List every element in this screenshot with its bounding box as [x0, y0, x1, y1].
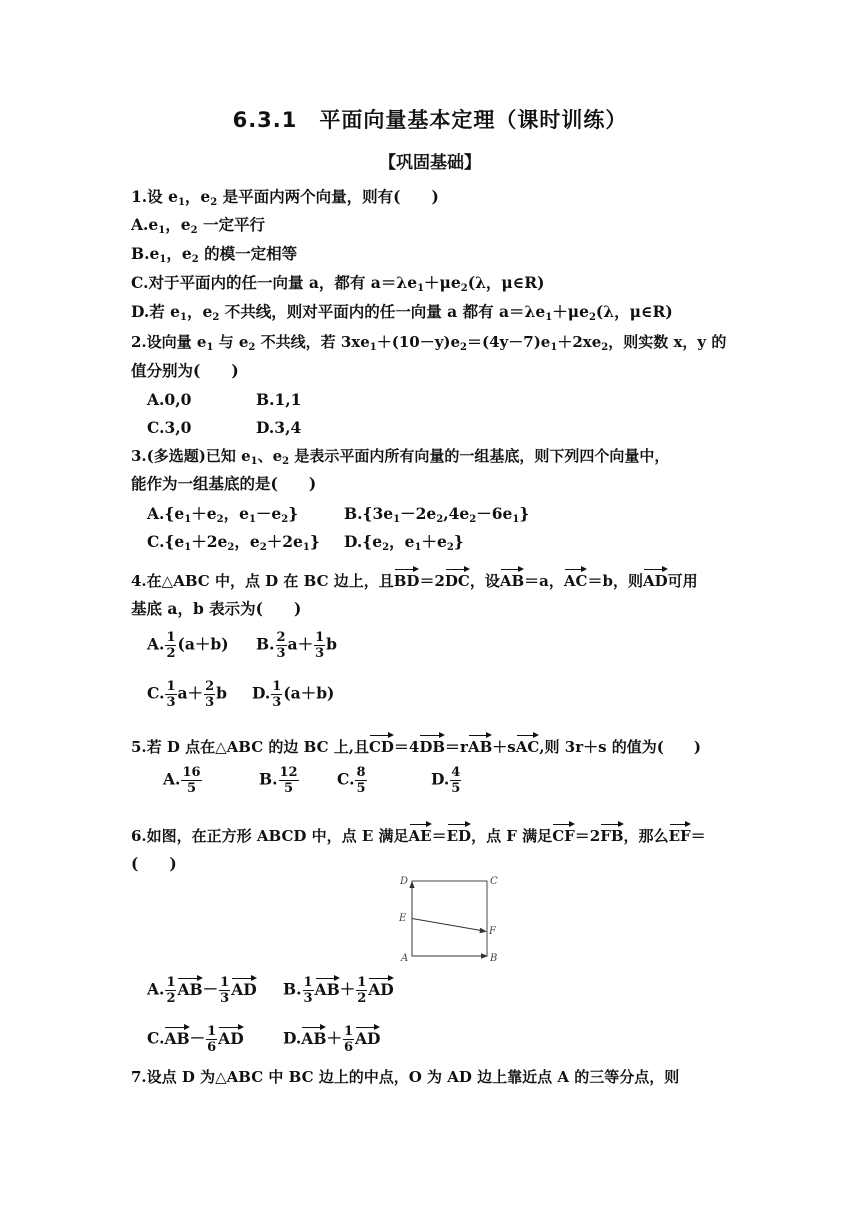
q5-option-c: C. $\frac{8}{5}$: [337, 765, 366, 796]
square-abcd-figure: [392, 872, 504, 964]
q1-option-c: C.对于平面内的任一向量 a，都有 $a=\lambda e_1+\mu e_2(\lambda$，μ∈R): [131, 273, 545, 294]
q1-option-d: D.若 $e_1$，$e_2$ 不共线，则对平面内的任一向量 a 都有 $a=\lambda e_1+\mu e_2(\lambda$，μ∈R): [131, 302, 673, 323]
q3-option-d: $D.\{e_2$，$e_1+e_2$}: [344, 532, 464, 553]
q2-option-d: D.3,4: [256, 418, 302, 437]
q5-stem: 5.若 D 点在△ABC 的边 BC 上,且CD＝4DB＝rAB＋sAC,则 3r＋s 的值为( ): [131, 734, 701, 758]
vector-ef: EF: [669, 823, 691, 847]
q7-stem: 7.设点 D 为△ABC 中 BC 边上的中点，O 为 AD 边上靠近点 A 的三等分点，则: [131, 1068, 680, 1086]
q3-option-b: $B.\{3e_1-2e_2,4e_2-6e_1\}$: [344, 504, 530, 525]
q6-option-d: D.AB＋ $\frac{1}{6}$ AD: [283, 1024, 381, 1055]
q4-option-a: A. $\frac{1}{2}$ (a＋b): [147, 630, 229, 661]
q4-option-c: C. $\frac{1}{3}$ a＋ $\frac{2}{3}$ b: [147, 679, 227, 710]
label-b: B: [490, 953, 498, 964]
q2-option-b: B.1,1: [256, 390, 302, 409]
section-heading: 【巩固基础】: [379, 153, 481, 173]
vector-ab: AB: [468, 734, 492, 758]
q5-option-a: A. $\frac{16}{5}$: [163, 765, 201, 796]
segment-ef: [412, 919, 484, 932]
vector-ab: AB: [500, 568, 524, 592]
q6-stem-line1: 6.如图，在正方形 ABCD 中，点 E 满足AE＝ED，点 F 满足CF＝2FB，那么EF＝: [131, 823, 706, 847]
label-e: E: [399, 913, 407, 924]
arrowhead-f: [480, 928, 487, 933]
vector-ae: AE: [409, 823, 432, 847]
square-outline: [412, 881, 487, 956]
q4-option-b: B. $\frac{2}{3}$ a＋ $\frac{1}{3}$ b: [256, 630, 337, 661]
vector-dc: DC: [445, 568, 470, 592]
vector-ed: ED: [447, 823, 471, 847]
q4-option-d: D. $\frac{1}{3}$ (a＋b): [252, 679, 335, 710]
q2-stem-line1: 2.设向量 $e_1$ 与 $e_2$ 不共线，若 $3xe_1+(10-y)e_2=(4y-7)e_1+2xe_2$，则实数 x，y 的: [131, 333, 727, 353]
q6-option-b: B. $\frac{1}{3}$ AB＋ $\frac{1}{2}$ AD: [283, 975, 394, 1006]
vector-ad: AD: [643, 568, 668, 592]
vector-fb: FB: [600, 823, 623, 847]
q6-option-c: C.AB－ $\frac{1}{6}$ AD: [147, 1024, 244, 1055]
label-f: F: [489, 926, 496, 937]
q4-stem-line1: 4.在△ABC 中，点 D 在 BC 边上，且BD＝2DC，设AB＝a，AC＝b，则AD可用: [131, 568, 698, 592]
vector-ac: AC: [564, 568, 588, 592]
q2-option-a: A.0,0: [147, 390, 192, 409]
q1-option-b: $B.e_1$，$e_2$ 的模一定相等: [131, 244, 298, 265]
q1-stem: 1.设 $e_1$，$e_2$ 是平面内两个向量，则有( ): [131, 187, 439, 208]
q3-stem-line2: 能作为一组基底的是( ): [131, 474, 317, 493]
page-title: 6.3.1 平面向量基本定理（课时训练）: [232, 108, 628, 132]
q2-stem-line2: 值分别为( ): [131, 361, 239, 380]
q3-option-c: $C.\{e_1+2e_2$，$e_2+2e_1$}: [147, 532, 320, 553]
label-c: C: [490, 876, 498, 887]
vector-ac: AC: [516, 734, 540, 758]
q5-option-d: D. $\frac{4}{5}$: [431, 765, 461, 796]
q1-option-a: $A.e_1$，$e_2$ 一定平行: [131, 215, 266, 236]
q6-option-a: A. $\frac{1}{2}$ AB－ $\frac{1}{3}$ AD: [147, 975, 257, 1006]
q3-option-a: $A.\{e_1+e_2$，$e_1-e_2$}: [147, 504, 299, 525]
q2-option-c: C.3,0: [147, 418, 192, 437]
q6-stem-line2: ( ): [131, 854, 177, 873]
arrowhead-d: [409, 881, 414, 888]
q3-stem-line1: 3.(多选题)已知 $e_1$、$e_2$ 是表示平面内所有向量的一组基底，则下列四个向量中，: [131, 447, 670, 467]
vector-cd: CD: [369, 734, 394, 758]
vector-db: DB: [419, 734, 445, 758]
label-a: A: [401, 953, 409, 964]
q4-stem-line2: 基底 a，b 表示为( ): [131, 599, 302, 618]
vector-cf: CF: [552, 823, 575, 847]
label-d: D: [400, 876, 409, 887]
vector-bd: BD: [394, 568, 420, 592]
q5-option-b: B. $\frac{12}{5}$: [259, 765, 298, 796]
